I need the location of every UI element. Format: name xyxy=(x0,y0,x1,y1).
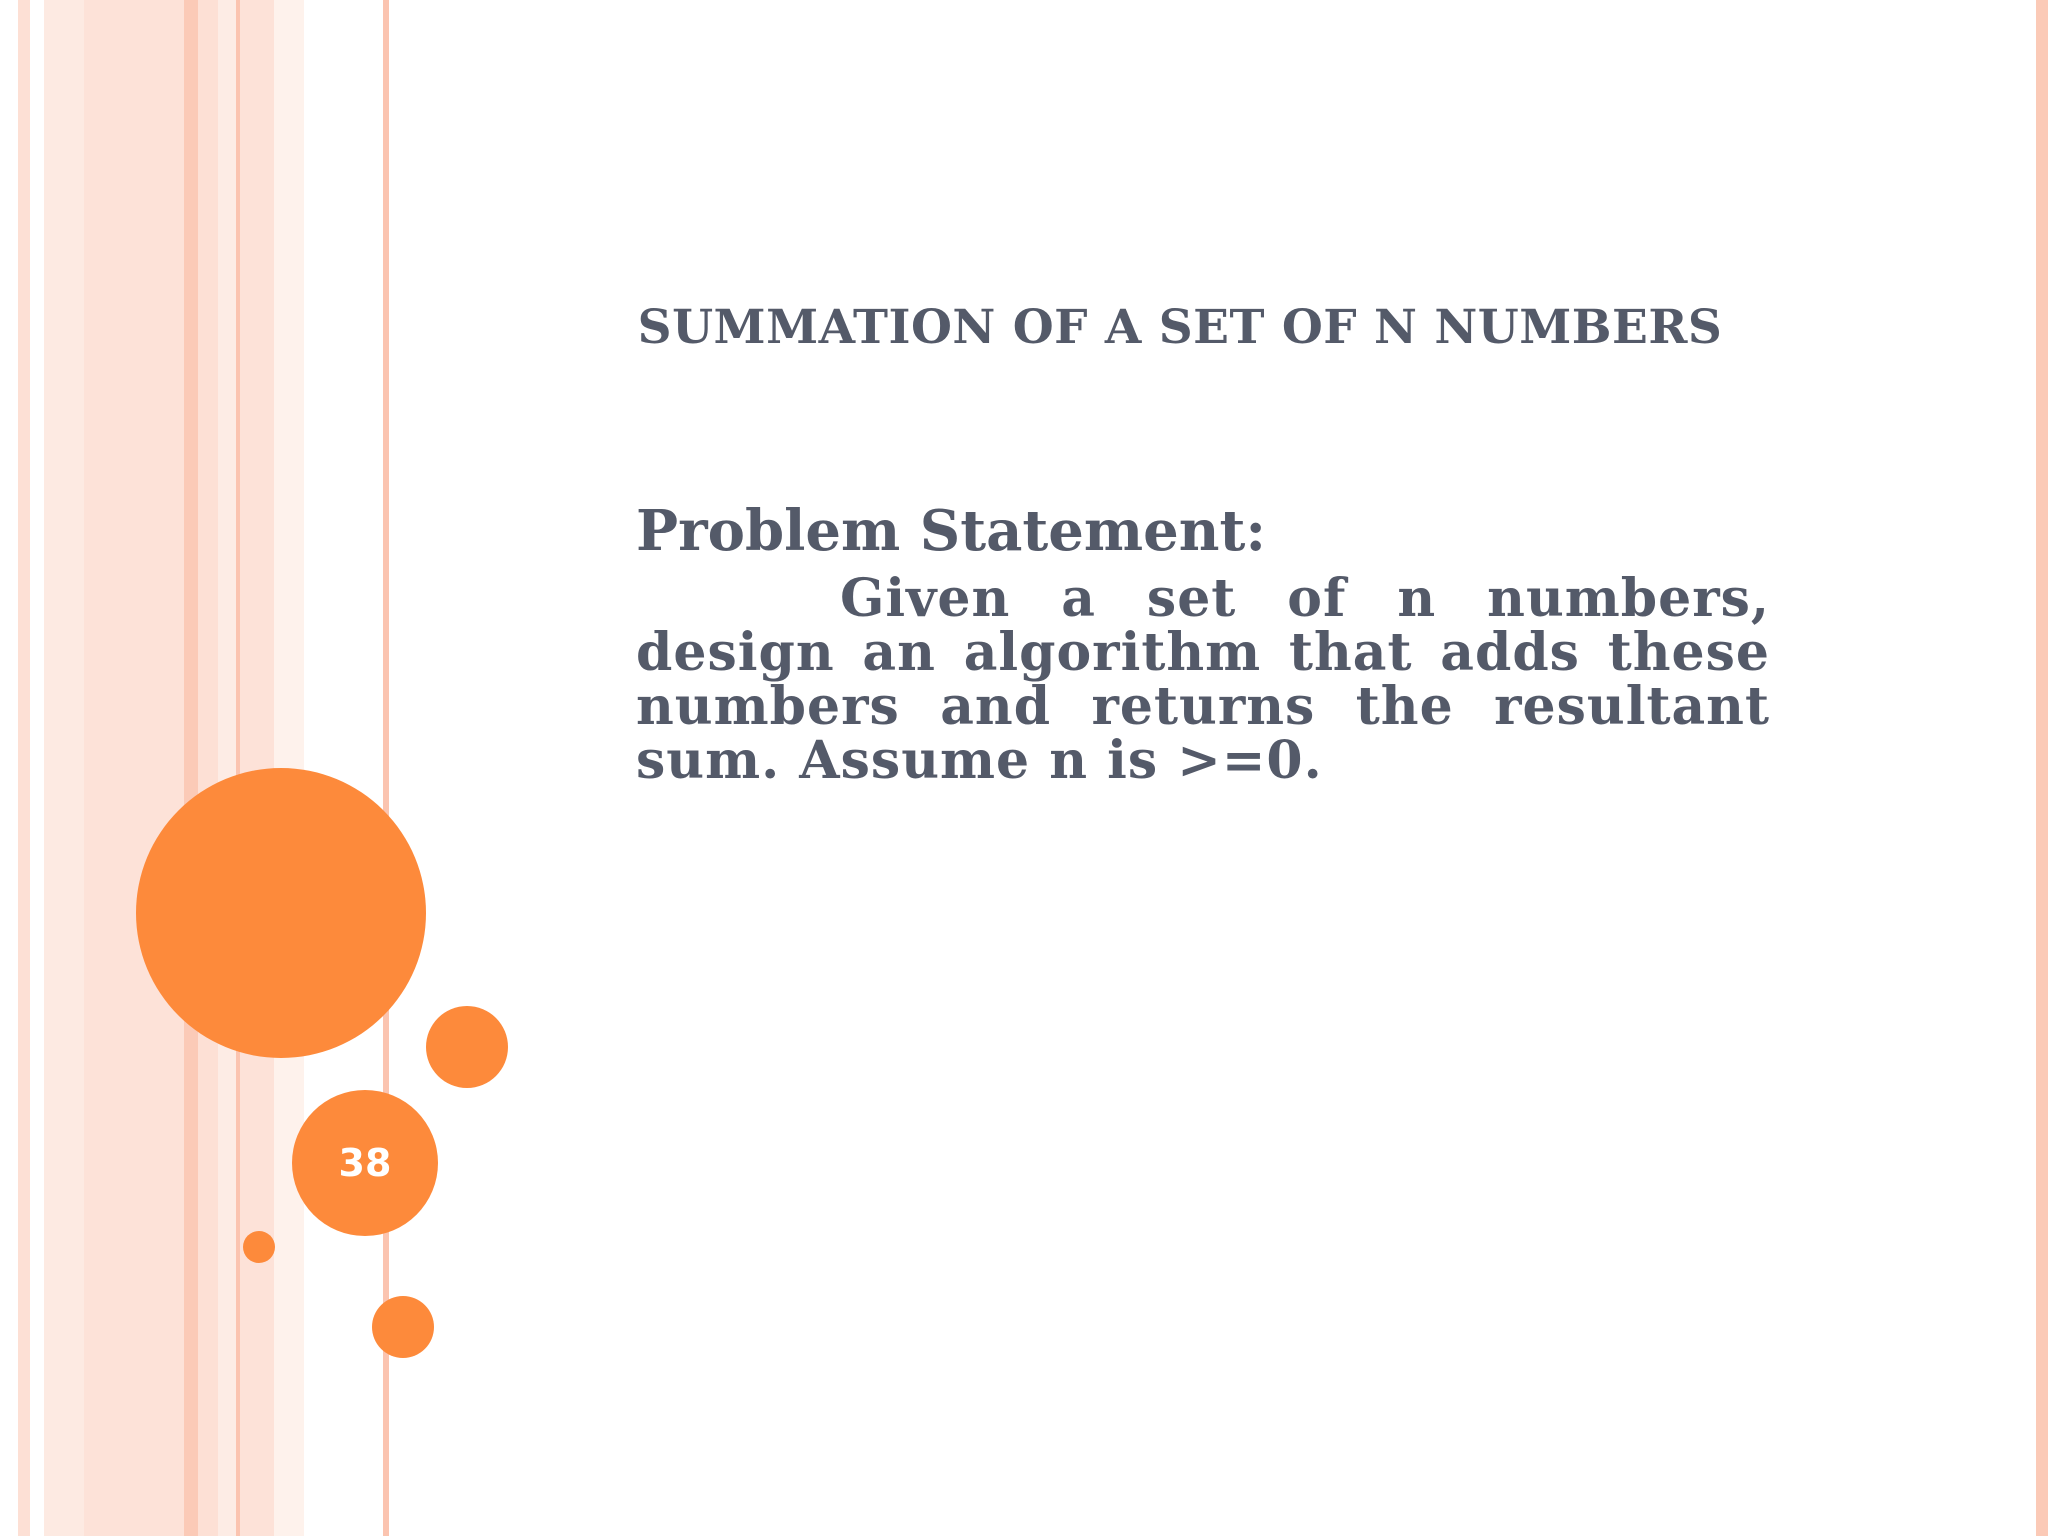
large-circle-decoration xyxy=(136,768,426,1058)
stripe-decoration xyxy=(84,0,184,1536)
slide-title: SUMMATION OF A SET OF N NUMBERS xyxy=(637,300,1723,355)
stripe-decoration xyxy=(198,0,218,1536)
stripe-decoration xyxy=(218,0,236,1536)
problem-statement-text: Given a set of n numbers, design an algorithm that adds these numbers and returns the resultant sum. Assume n is >=0. xyxy=(636,568,1770,791)
slide-number: 38 xyxy=(338,1141,392,1185)
small-circle-decoration xyxy=(372,1296,434,1358)
stripe-decoration xyxy=(184,0,198,1536)
stripe-decoration xyxy=(18,0,30,1536)
problem-statement-heading: Problem Statement: xyxy=(636,498,1266,564)
small-circle-decoration xyxy=(243,1231,275,1263)
content-block xyxy=(636,496,1770,791)
stripe-decoration xyxy=(2036,0,2048,1536)
stripe-decoration xyxy=(44,0,84,1536)
medium-circle-decoration xyxy=(426,1006,508,1088)
